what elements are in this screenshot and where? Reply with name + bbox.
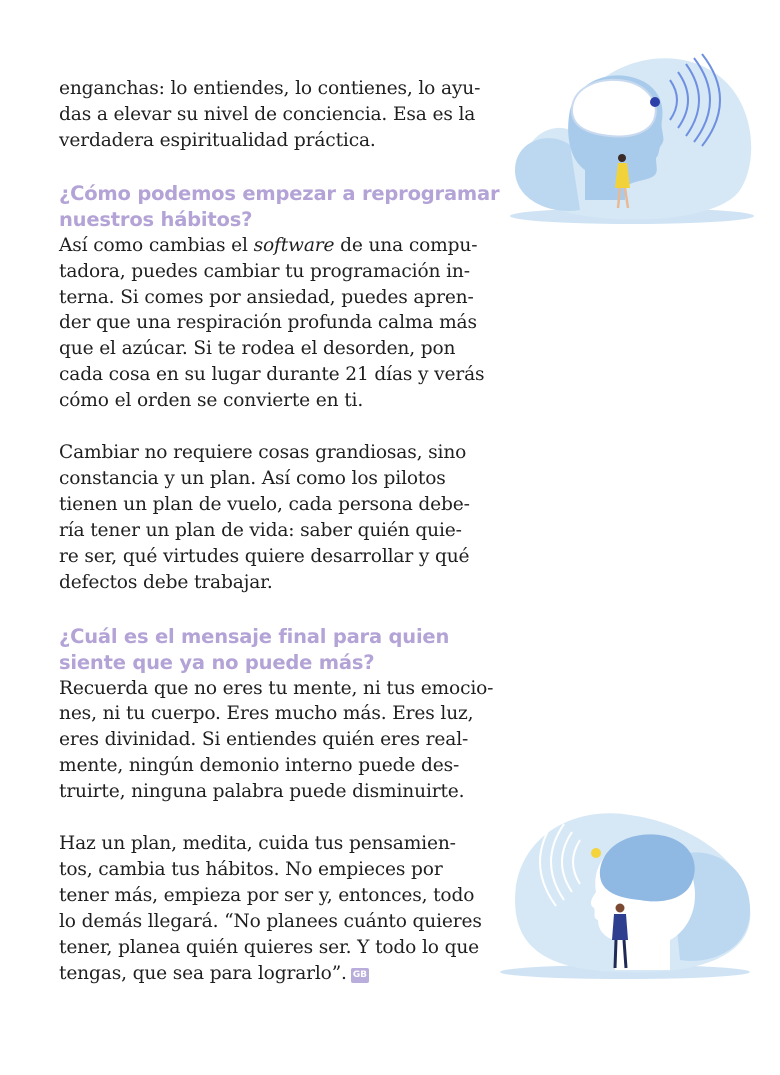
text-line: terna. Si comes por ansiedad, puedes apren- <box>59 286 474 308</box>
answer-paragraph-make-a-plan <box>59 831 499 986</box>
intro-paragraph <box>59 76 499 154</box>
head-with-brain-and-signal-illustration <box>510 50 755 230</box>
signal-dot <box>591 848 601 858</box>
text-span: Así como cambias el <box>59 234 254 256</box>
text-line: re ser, qué virtudes quiere desarrollar y qué <box>59 545 470 567</box>
text-line: tos, cambia tus hábitos. No empieces por <box>59 858 443 880</box>
answer-paragraph-plan <box>59 440 499 595</box>
text-line: tener más, empieza por ser y, entonces, todo <box>59 884 475 906</box>
end-of-article-badge: GB <box>351 968 369 983</box>
text-line: Recuerda que no eres tu mente, ni tus emocio- <box>59 677 494 699</box>
text-span: de una compu- <box>334 234 478 256</box>
text-line: constancia y un plan. Así como los pilotos <box>59 467 446 489</box>
italic-term: software <box>253 234 335 256</box>
text-line: mente, ningún demonio interno puede des- <box>59 755 460 777</box>
answer-paragraph-not-your-mind <box>59 676 499 806</box>
text-line: der que una respiración profunda calma más <box>59 312 477 334</box>
text-line: nes, ni tu cuerpo. Eres mucho más. Eres luz, <box>59 703 474 725</box>
text-line: tienen un plan de vuelo, cada persona debe- <box>59 493 470 515</box>
text-line: verdadera espiritualidad práctica. <box>59 129 376 151</box>
text-line: truirte, ninguna palabra puede disminuirte. <box>59 781 465 803</box>
text-line: que el azúcar. Si te rodea el desorden, pon <box>59 338 456 360</box>
question-heading-reprogram <box>59 181 499 233</box>
text-line: Haz un plan, medita, cuida tus pensamien- <box>59 833 456 855</box>
text-span: tengas, que sea para lograrlo”. <box>59 962 347 984</box>
text-line: cómo el orden se convierte en ti. <box>59 390 364 412</box>
signal-dot <box>650 97 660 107</box>
text-line: eres divinidad. Si entiendes quién eres real- <box>59 729 469 751</box>
text-line <box>59 233 499 259</box>
text-line: tadora, puedes cambiar tu programación in- <box>59 260 470 282</box>
answer-paragraph-software <box>59 233 499 414</box>
heading-line: ¿Cómo podemos empezar a reprogramar <box>59 181 500 205</box>
text-line: lo demás llegará. “No planees cuánto quieres <box>59 910 482 932</box>
text-line: defectos debe trabajar. <box>59 571 273 593</box>
question-heading-final-message <box>59 624 499 676</box>
text-line: das a elevar su nivel de conciencia. Esa es la <box>59 103 476 125</box>
text-line: cada cosa en su lugar durante 21 días y verás <box>59 364 485 386</box>
heading-line: nuestros hábitos? <box>59 207 253 231</box>
heading-line: ¿Cuál es el mensaje final para quien <box>59 624 450 648</box>
text-line: ría tener un plan de vida: saber quién quie- <box>59 519 462 541</box>
heading-line: siente que ya no puede más? <box>59 650 375 674</box>
text-line <box>59 961 499 987</box>
background-blob-left <box>515 138 580 211</box>
article-body <box>59 76 499 986</box>
text-line: enganchas: lo entiendes, lo contienes, lo ayu- <box>59 78 481 99</box>
text-line: tener, planea quién quieres ser. Y todo lo que <box>59 936 480 958</box>
head-with-brain-and-man-illustration <box>500 800 755 985</box>
text-line: Cambiar no requiere cosas grandiosas, sino <box>59 442 467 464</box>
brain <box>572 80 656 137</box>
